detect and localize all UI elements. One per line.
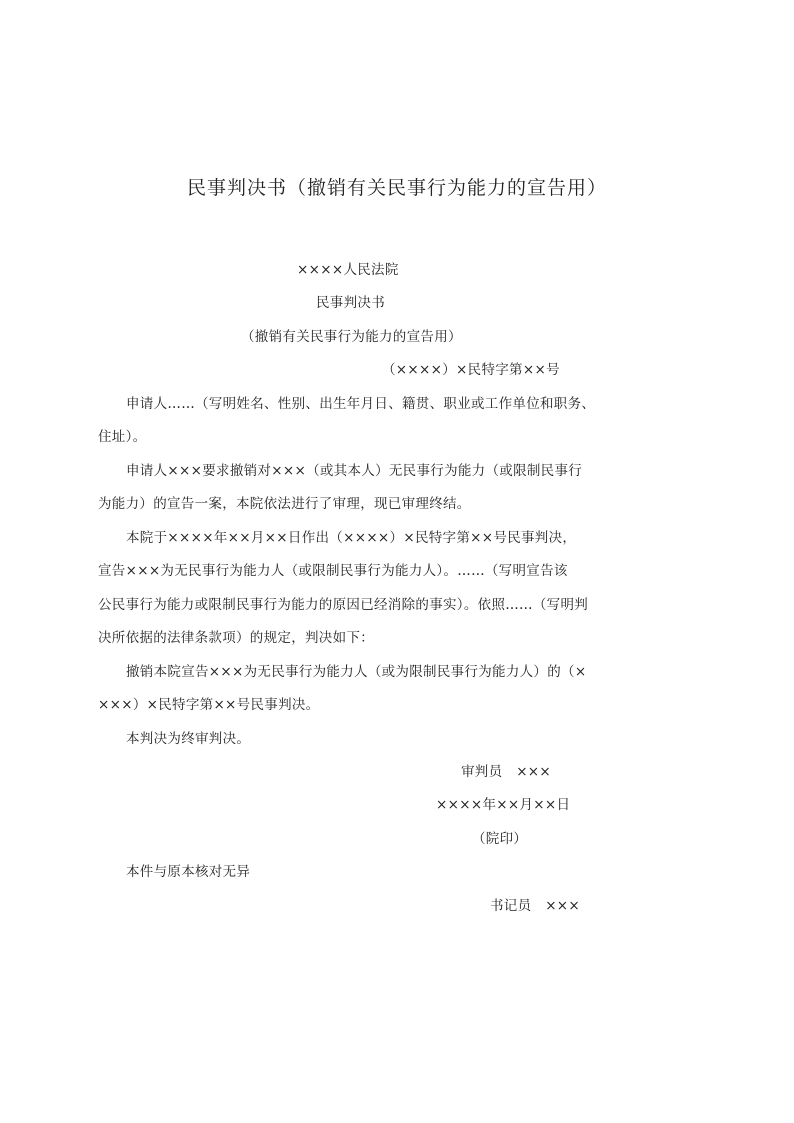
- doc-subtype: （撤销有关民事行为能力的宣告用）: [241, 329, 462, 345]
- paragraph-line: 本院于××××年××月××日作出（××××）×民特字第××号民事判决，: [126, 530, 577, 546]
- paragraph-line: 住址）。: [98, 429, 147, 445]
- paragraph-line: 宣告×××为无民事行为能力人（或限制民事行为能力人）。……（写明宣告该: [98, 563, 568, 579]
- paragraph-line: ×××）×民特字第××号民事判决。: [98, 697, 320, 713]
- paragraph-line: 决所依据的法律条款项）的规定，判决如下：: [98, 630, 374, 646]
- clerk-signature: 书记员 ×××: [490, 898, 581, 914]
- paragraph-line: 本判决为终审判决。: [126, 731, 251, 747]
- paragraph-line: 为能力）的宣告一案，本院依法进行了审理，现已审理终结。: [98, 496, 471, 512]
- case-number: （××××）×民特字第××号: [382, 362, 560, 378]
- judgment-date: ××××年××月××日: [436, 797, 571, 813]
- doc-type: 民事判决书: [316, 295, 385, 311]
- court-seal: （院印）: [472, 831, 528, 847]
- paragraph-line: 申请人……（写明姓名、性别、出生年月日、籍贯、职业或工作单位和职务、: [126, 396, 596, 412]
- paragraph-line: 申请人×××要求撤销对×××（或其本人）无民事行为能力（或限制民事行: [126, 463, 583, 479]
- document-title: 民事判决书（撤销有关民事行为能力的宣告用）: [186, 177, 607, 199]
- paragraph-line: 撤销本院宣告×××为无民事行为能力人（或为限制民事行为能力人）的（×: [126, 664, 587, 680]
- paragraph-line: 公民事行为能力或限制民事行为能力的原因已经消除的事实）。依照……（写明判: [98, 597, 589, 613]
- court-name: ××××人民法院: [297, 262, 399, 278]
- verification-note: 本件与原本核对无异: [126, 864, 251, 880]
- judge-signature: 审判员 ×××: [461, 764, 552, 780]
